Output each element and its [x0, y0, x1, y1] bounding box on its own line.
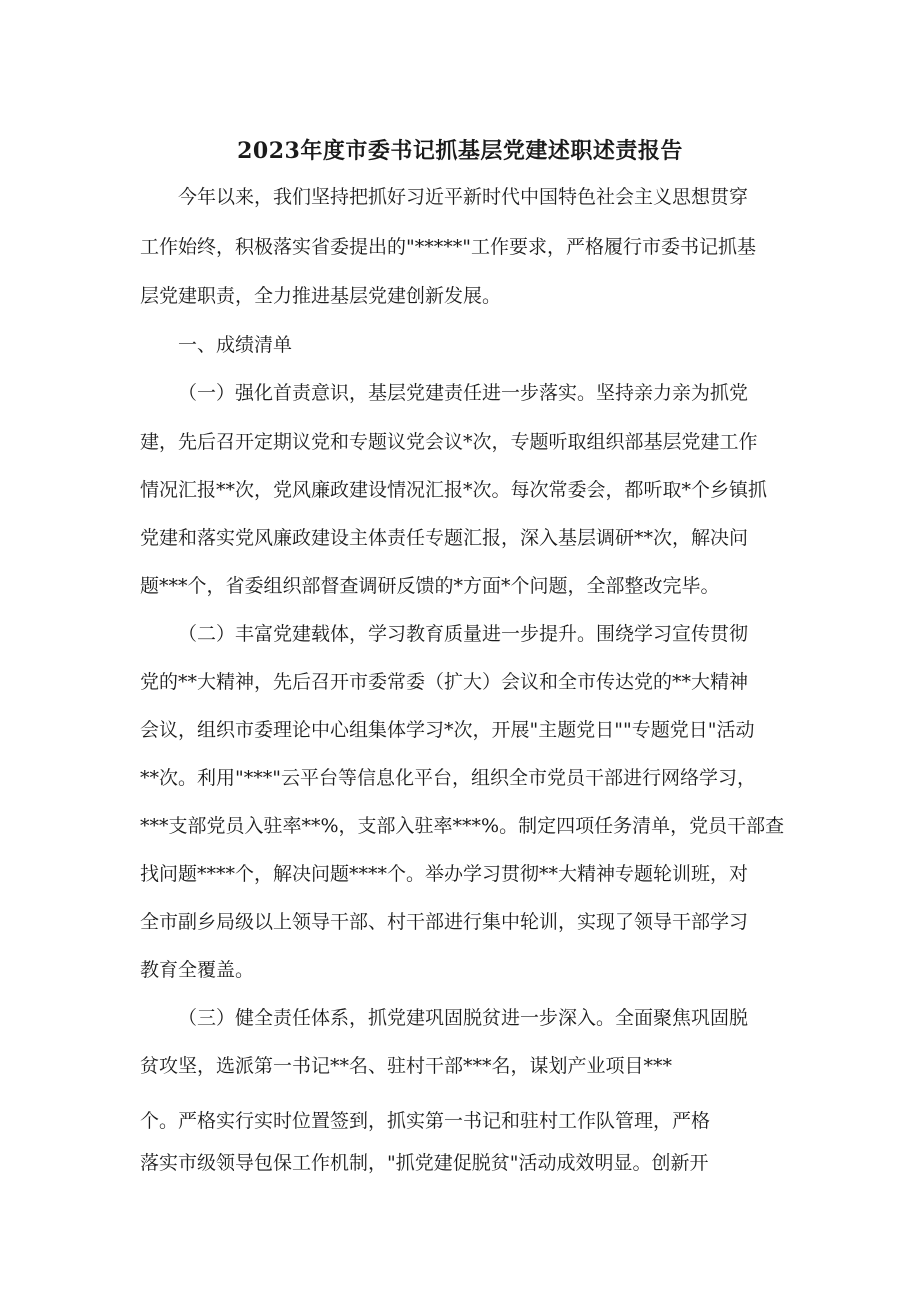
para2-line-8: 教育全覆盖。 [140, 959, 255, 981]
para2-line-3: 会议，组织市委理论中心组集体学习*次，开展"主题党日""专题党日"活动 [140, 719, 755, 741]
para2-line-7: 全市副乡局级以上领导干部、村干部进行集中轮训，实现了领导干部学习 [140, 911, 749, 933]
para2-line-1: （二）丰富党建载体，学习教育质量进一步提升。围绕学习宣传贯彻 [178, 623, 749, 645]
intro-line-3: 层党建职责，全力推进基层党建创新发展。 [140, 285, 502, 307]
para2-line-2: 党的**大精神，先后召开市委常委（扩大）会议和全市传达党的**大精神 [140, 671, 749, 693]
section-heading-1: 一、成绩清单 [178, 334, 293, 356]
intro-line-2: 工作始终，积极落实省委提出的"*****"工作要求，严格履行市委书记抓基 [140, 236, 756, 258]
intro-line-1: 今年以来，我们坚持把抓好习近平新时代中国特色社会主义思想贯穿 [178, 186, 749, 208]
para3-line-1: （三）健全责任体系，抓党建巩固脱贫进一步深入。全面聚焦巩固脱 [178, 1007, 749, 1029]
document-title: 2023年度市委书记抓基层党建述职述责报告 [237, 138, 683, 164]
para2-line-5: ***支部党员入驻率**%，支部入驻率***%。制定四项任务清单，党员干部查 [140, 815, 785, 837]
para1-line-2: 建，先后召开定期议党和专题议党会议*次，专题听取组织部基层党建工作 [140, 431, 758, 453]
para2-line-6: 找问题****个，解决问题****个。举办学习贯彻**大精神专题轮训班，对 [140, 863, 749, 885]
para2-line-4: **次。利用"***"云平台等信息化平台，组织全市党员干部进行网络学习， [140, 767, 756, 789]
para1-line-4: 党建和落实党风廉政建设主体责任专题汇报，深入基层调研**次，解决问 [140, 527, 749, 549]
para3-line-3: 个。严格实行实时位置签到，抓实第一书记和驻村工作队管理，严格 [140, 1110, 711, 1132]
para3-line-4: 落实市级领导包保工作机制，"抓党建促脱贫"活动成效明显。创新开 [140, 1152, 709, 1174]
para1-line-3: 情况汇报**次，党风廉政建设情况汇报*次。每次常委会，都听取*个乡镇抓 [140, 479, 768, 501]
para3-line-2: 贫攻坚，选派第一书记**名、驻村干部***名，谋划产业项目*** [140, 1055, 673, 1077]
para1-line-1: （一）强化首责意识，基层党建责任进一步落实。坚持亲力亲为抓党 [178, 382, 749, 404]
para1-line-5: 题***个，省委组织部督查调研反馈的*方面*个问题，全部整改完毕。 [140, 575, 720, 597]
